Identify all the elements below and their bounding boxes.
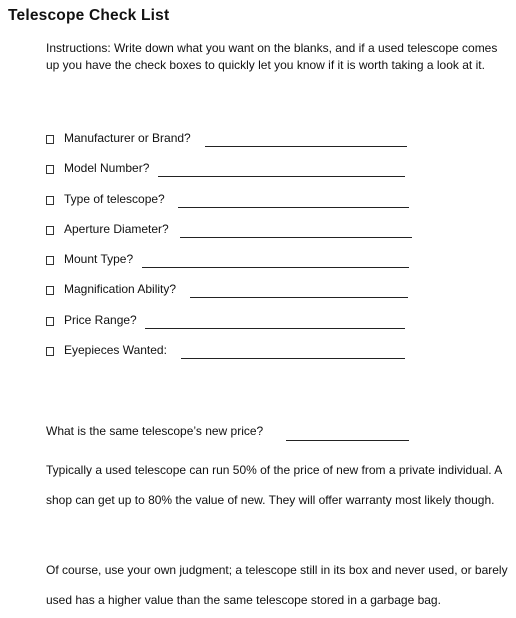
mount-type-checkbox[interactable]: [46, 256, 54, 265]
checklist-item-label: Manufacturer or Brand?: [64, 131, 191, 145]
checklist-item-model-number: [46, 160, 466, 190]
new-price-question: What is the same telescope’s new price?: [46, 424, 264, 438]
aperture-diameter-blank-field[interactable]: [180, 233, 412, 238]
checklist-item-magnification: [46, 281, 466, 311]
checklist: [46, 130, 466, 372]
mount-type-blank-field[interactable]: [142, 263, 409, 268]
checklist-item-aperture-diameter: [46, 221, 466, 251]
eyepieces-checkbox[interactable]: [46, 347, 54, 356]
checklist-item-label: Magnification Ability?: [64, 282, 177, 297]
checklist-item-label: Type of telescope?: [64, 191, 165, 206]
aperture-diameter-checkbox[interactable]: [46, 226, 54, 235]
manufacturer-blank-field[interactable]: [205, 142, 407, 147]
checklist-item-eyepieces: [46, 342, 466, 372]
checklist-item-label: Eyepieces Wanted:: [64, 343, 167, 358]
checklist-item-label: Mount Type?: [64, 252, 134, 267]
telescope-type-checkbox[interactable]: [46, 196, 54, 205]
instructions-text: Instructions: Write down what you want on the blanks, and if a used telescope comes up you have the check boxes to quickly let you know if it is worth taking a look at it.: [46, 41, 498, 72]
checklist-item-label: Model Number?: [64, 161, 150, 176]
eyepieces-blank-field[interactable]: [181, 354, 405, 359]
manufacturer-checkbox[interactable]: [46, 135, 54, 144]
checklist-item-manufacturer: [46, 130, 466, 160]
telescope-type-blank-field[interactable]: [178, 203, 409, 208]
judgment-paragraph: Of course, use your own judgment; a telescope still in its box and never used, or barely used has a higher value than the same telescope stored in a garbage bag.: [46, 563, 508, 607]
checklist-item-price-range: [46, 312, 466, 342]
model-number-checkbox[interactable]: [46, 165, 54, 174]
used-price-paragraph: Typically a used telescope can run 50% of the price of new from a private individual. A shop can get up to 80% the value of new. They will offer warranty most likely though.: [46, 463, 502, 507]
price-range-checkbox[interactable]: [46, 317, 54, 326]
magnification-blank-field[interactable]: [190, 293, 408, 298]
checklist-item-mount-type: [46, 251, 466, 281]
model-number-blank-field[interactable]: [158, 172, 405, 177]
page-title: Telescope Check List: [8, 7, 170, 24]
price-range-blank-field[interactable]: [145, 324, 405, 329]
magnification-checkbox[interactable]: [46, 286, 54, 295]
new-price-blank-field[interactable]: [286, 436, 409, 441]
checklist-item-label: Aperture Diameter?: [64, 221, 169, 236]
checklist-item-telescope-type: [46, 191, 466, 221]
checklist-item-label: Price Range?: [64, 312, 137, 327]
